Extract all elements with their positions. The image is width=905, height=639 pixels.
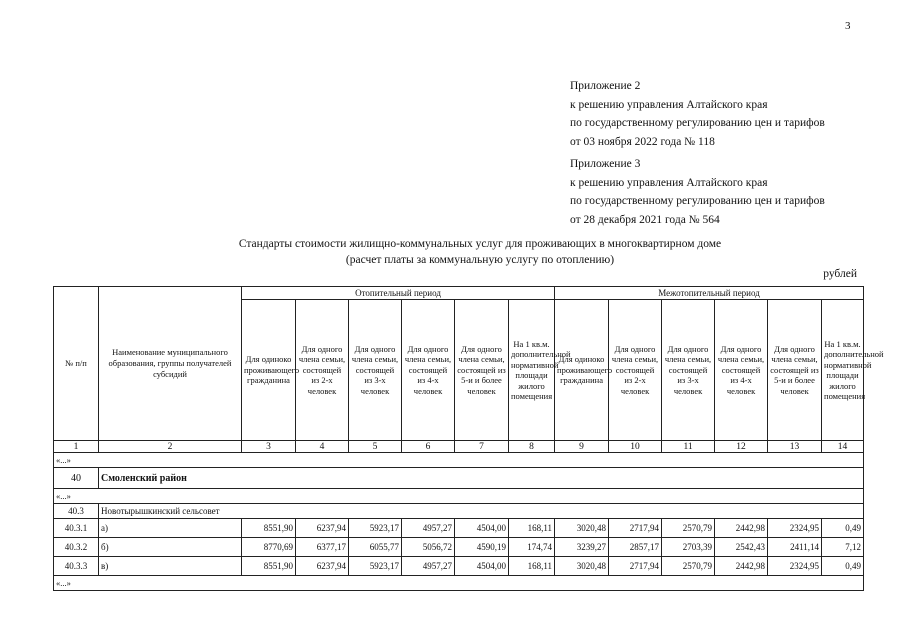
header-single: Для одиноко проживающего гражданина [242,300,296,441]
cell-value: 5923,17 [349,519,402,538]
header-per-sqm: На 1 кв.м. дополнительной нормативной площади жилого помещения [509,300,555,441]
page-number: 3 [845,20,851,32]
column-number: 2 [99,441,242,453]
cell-value: 0,49 [822,519,864,538]
cell-value: 168,11 [509,519,555,538]
header-family-5: Для одного члена семьи, состоящей из 5-и и более человек [455,300,509,441]
row-code: 40.3.2 [54,538,99,557]
appendix-line: от 03 ноября 2022 года № 118 [570,135,715,148]
cell-value: 8551,90 [242,519,296,538]
cell-value: 2570,79 [662,557,715,576]
header-family-5: Для одного члена семьи, состоящей из 5-и и более человек [768,300,822,441]
row-code: 40.3.3 [54,557,99,576]
column-number: 10 [609,441,662,453]
column-number: 1 [54,441,99,453]
settlement-name: Новотырышкинский сельсовет [99,504,864,519]
ellipsis: «...» [54,489,864,504]
district-name: Смоленский район [99,468,864,489]
cell-value: 2442,98 [715,557,768,576]
cell-value: 6237,94 [296,557,349,576]
settlement-code: 40.3 [54,504,99,519]
cell-value: 7,12 [822,538,864,557]
table-row [54,557,864,576]
header-number: № п/п [54,287,99,441]
cell-value: 4504,00 [455,519,509,538]
cell-value: 6237,94 [296,519,349,538]
cell-value: 2324,95 [768,557,822,576]
header-per-sqm: На 1 кв.м. дополнительной нормативной площади жилого помещения [822,300,864,441]
cell-value: 2570,79 [662,519,715,538]
cell-value: 2857,17 [609,538,662,557]
ellipsis: «...» [54,576,864,591]
cell-value: 2542,43 [715,538,768,557]
ellipsis-row [54,576,864,591]
row-label: в) [99,557,242,576]
table-row [54,538,864,557]
appendix-3-block [570,155,825,229]
cell-value: 4504,00 [455,557,509,576]
cell-value: 6055,77 [349,538,402,557]
cell-value: 2324,95 [768,519,822,538]
appendix-line: Приложение 3 [570,158,641,170]
header-family-4: Для одного члена семьи, состоящей из 4-х человек [402,300,455,441]
cell-value: 2717,94 [609,519,662,538]
cell-value: 4957,27 [402,519,455,538]
ellipsis-row [54,489,864,504]
appendix-line: к решению управления Алтайского края [570,176,768,189]
appendix-line: по государственному регулированию цен и тарифов [570,117,825,129]
cell-value: 4957,27 [402,557,455,576]
row-label: б) [99,538,242,557]
column-number: 14 [822,441,864,453]
table-row [54,519,864,538]
cell-value: 8770,69 [242,538,296,557]
column-number: 3 [242,441,296,453]
ellipsis-row [54,453,864,468]
cell-value: 5056,72 [402,538,455,557]
cell-value: 2703,39 [662,538,715,557]
cell-value: 4590,19 [455,538,509,557]
header-family-2: Для одного члена семьи, состоящей из 2-х человек [296,300,349,441]
cell-value: 168,11 [509,557,555,576]
column-number: 8 [509,441,555,453]
appendix-line: от 28 декабря 2021 года № 564 [570,213,720,226]
appendix-2-block [570,77,825,151]
cell-value: 3020,48 [555,519,609,538]
header-family-3: Для одного члена семьи, состоящей из 3-х человек [349,300,402,441]
column-number: 12 [715,441,768,453]
column-number: 5 [349,441,402,453]
cell-value: 0,49 [822,557,864,576]
header-heating-period: Отопительный период [242,287,555,300]
cell-value: 3239,27 [555,538,609,557]
header-family-2: Для одного члена семьи, состоящей из 2-х человек [609,300,662,441]
column-number: 7 [455,441,509,453]
column-number: 11 [662,441,715,453]
settlement-row [54,504,864,519]
ellipsis: «...» [54,453,864,468]
cell-value: 2442,98 [715,519,768,538]
column-number: 9 [555,441,609,453]
cell-value: 3020,48 [555,557,609,576]
column-number: 4 [296,441,349,453]
appendix-line: к решению управления Алтайского края [570,98,768,111]
appendix-line: Приложение 2 [570,80,641,92]
district-row [54,468,864,489]
header-nonheating-period: Межотопительный период [555,287,864,300]
header-single: Для одиноко проживающего гражданина [555,300,609,441]
cell-value: 6377,17 [296,538,349,557]
cell-value: 2411,14 [768,538,822,557]
header-name: Наименование муниципального образования, группы получателей субсидий [99,287,242,441]
column-number: 13 [768,441,822,453]
cell-value: 5923,17 [349,557,402,576]
tariff-table [53,286,884,591]
appendix-line: по государственному регулированию цен и тарифов [570,195,825,207]
cell-value: 2717,94 [609,557,662,576]
cell-value: 8551,90 [242,557,296,576]
row-label: а) [99,519,242,538]
row-code: 40.3.1 [54,519,99,538]
document-title: Стандарты стоимости жилищно-коммунальных услуг для проживающих в многоквартирном доме [238,238,722,250]
column-number: 6 [402,441,455,453]
header-family-3: Для одного члена семьи, состоящей из 3-х человек [662,300,715,441]
document-subtitle: (расчет платы за коммунальную услугу по отоплению) [345,254,615,266]
cell-value: 174,74 [509,538,555,557]
header-family-4: Для одного члена семьи, состоящей из 4-х человек [715,300,768,441]
district-code: 40 [54,468,99,489]
units-label: рублей [823,268,857,280]
column-number-row [54,441,864,453]
